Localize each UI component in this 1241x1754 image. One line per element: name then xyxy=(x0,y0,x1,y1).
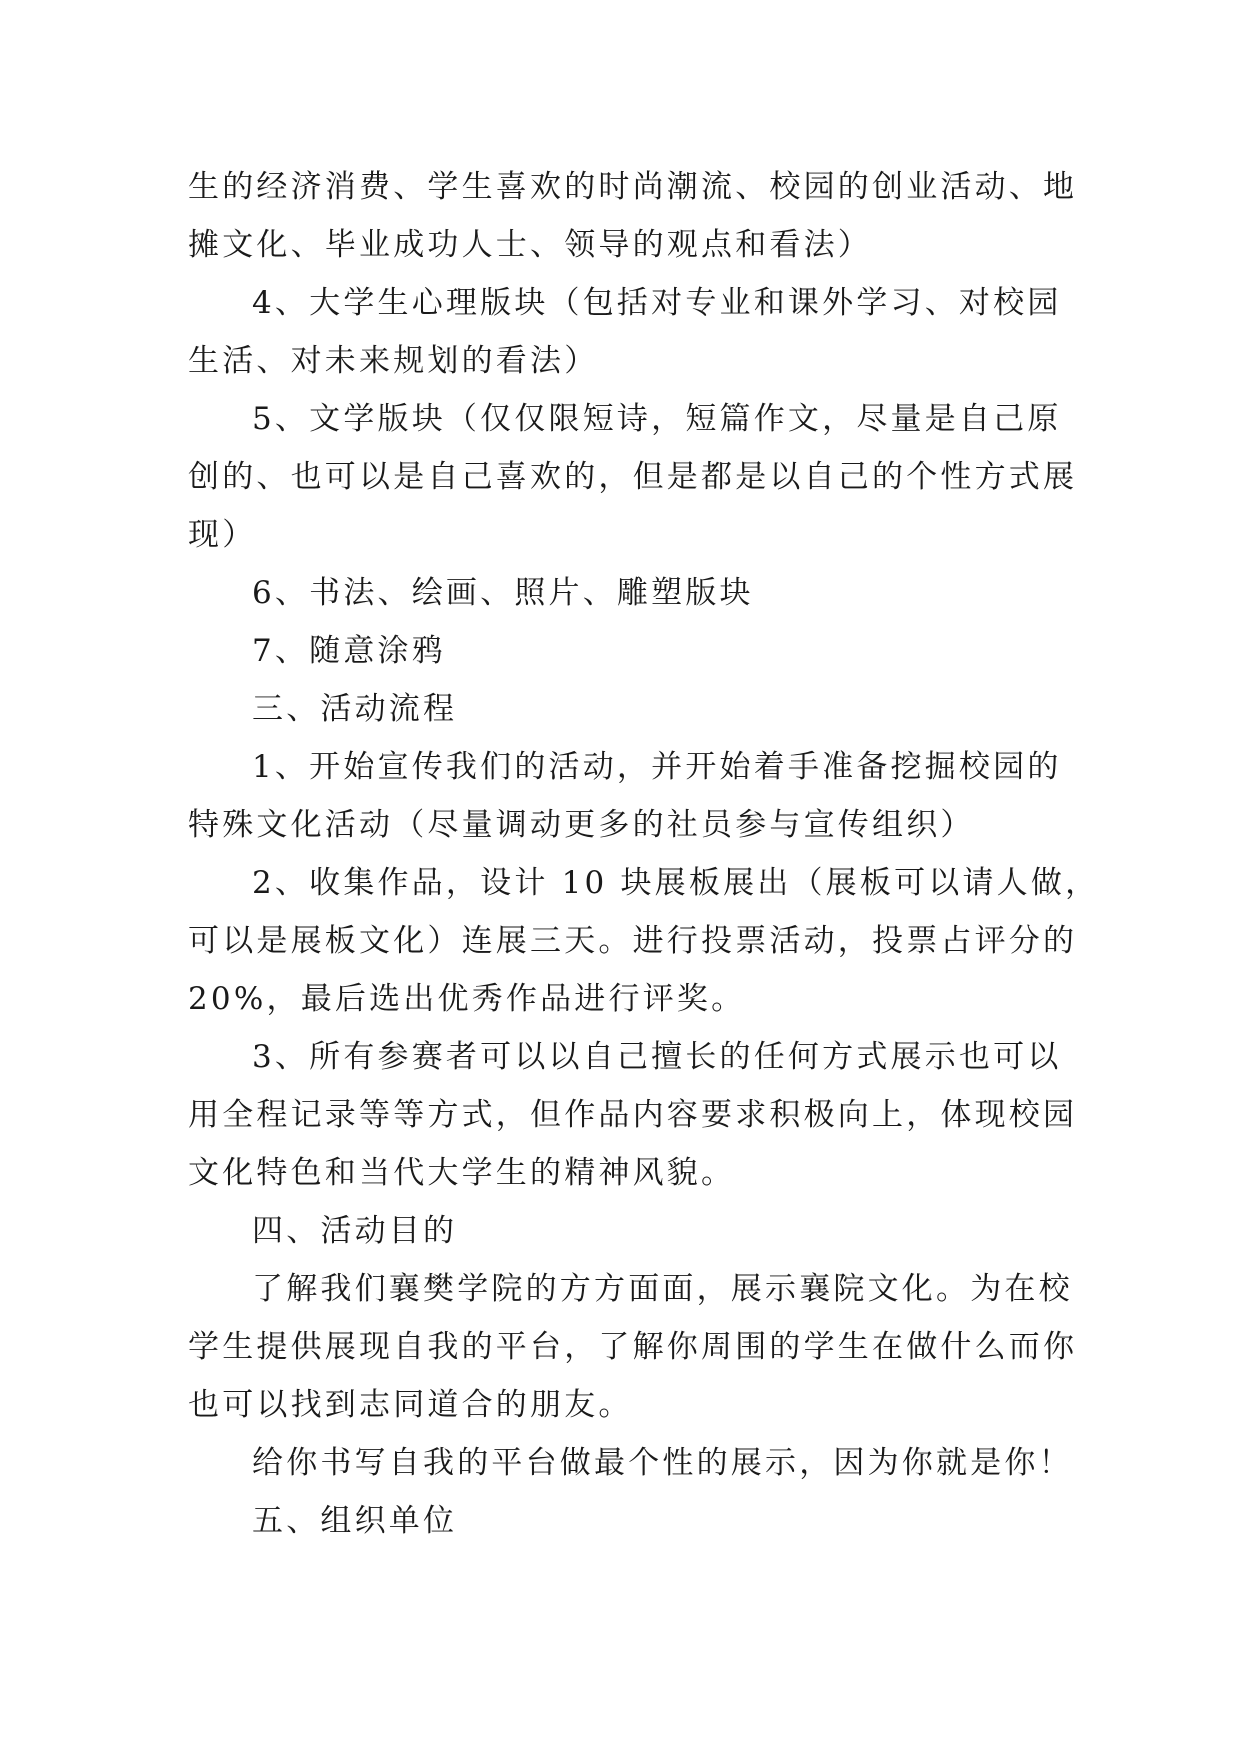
text-line: 创的、也可以是自己喜欢的，但是都是以自己的个性方式展 xyxy=(188,459,1078,495)
text-line: 文化特色和当代大学生的精神风貌。 xyxy=(188,1155,736,1191)
text-line: 给你书写自我的平台做最个性的展示，因为你就是你！ xyxy=(252,1445,1073,1481)
text-line: 生的经济消费、学生喜欢的时尚潮流、校园的创业活动、地 xyxy=(188,169,1078,205)
text-line: 学生提供展现自我的平台，了解你周围的学生在做什么而你 xyxy=(188,1329,1078,1365)
section-heading: 四、活动目的 xyxy=(252,1213,458,1249)
text-line: 20%，最后选出优秀作品进行评奖。 xyxy=(188,981,746,1017)
text-line: 2、收集作品，设计 10 块展板展出（展板可以请人做， xyxy=(252,865,1100,901)
text-line: 生活、对未来规划的看法） xyxy=(188,343,599,379)
text-line: 摊文化、毕业成功人士、领导的观点和看法） xyxy=(188,227,872,263)
text-line: 可以是展板文化）连展三天。进行投票活动，投票占评分的 xyxy=(188,923,1078,959)
text-line: 3、所有参赛者可以以自己擅长的任何方式展示也可以 xyxy=(252,1039,1062,1075)
text-line: 也可以找到志同道合的朋友。 xyxy=(188,1387,633,1423)
text-line: 5、文学版块（仅仅限短诗，短篇作文，尽量是自己原 xyxy=(252,401,1062,437)
text-line: 特殊文化活动（尽量调动更多的社员参与宣传组织） xyxy=(188,807,975,843)
text-line: 1、开始宣传我们的活动，并开始着手准备挖掘校园的 xyxy=(252,749,1062,785)
text-line: 6、书法、绘画、照片、雕塑版块 xyxy=(252,575,754,611)
text-line: 了解我们襄樊学院的方方面面，展示襄院文化。为在校 xyxy=(252,1271,1073,1307)
text-line: 现） xyxy=(188,517,257,553)
section-heading: 五、组织单位 xyxy=(252,1503,458,1539)
text-line: 用全程记录等等方式，但作品内容要求积极向上，体现校园 xyxy=(188,1097,1078,1133)
text-line: 4、大学生心理版块（包括对专业和课外学习、对校园 xyxy=(252,285,1062,321)
section-heading: 三、活动流程 xyxy=(252,691,458,727)
text-line: 7、随意涂鸦 xyxy=(252,633,446,669)
